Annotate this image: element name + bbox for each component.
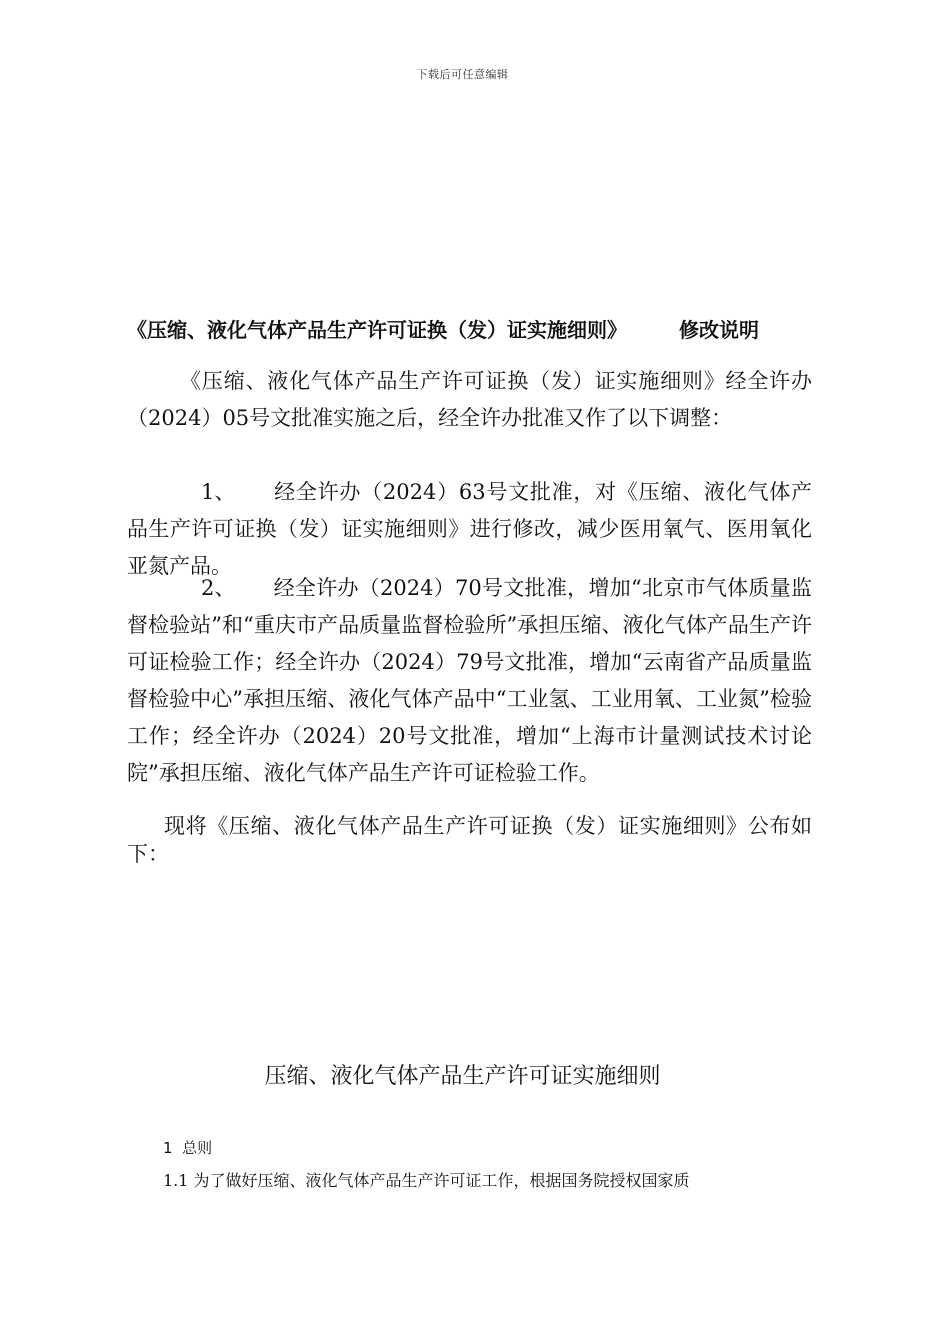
- revision-item-number: 2、: [201, 576, 236, 600]
- revision-item-1: [127, 474, 812, 585]
- section-title: 总则: [182, 1139, 213, 1157]
- revision-title-main: 《压缩、液化气体产品生产许可证换（发）证实施细则》: [127, 318, 627, 342]
- clause-paragraph: [163, 1168, 813, 1194]
- revision-item-text: 经全许办（2024）70号文批准，增加“北京市气体质量监督检验站”和“重庆市产品质量监督检验所”承担压缩、液化气体产品生产许可证检验工作；经全许办（2024）79号文批准，增加“云南省产品质量监督检验中心”承担压缩、液化气体产品中“工业氢、工业用氧、工业氮”检验工作；经全许办（2024）20号文批准，增加“上海市计量测试技术讨论院”承担压缩、液化气体产品生产许可证检验工作。: [127, 576, 812, 785]
- clause-text: 为了做好压缩、液化气体产品生产许可证工作，根据国务院授权国家质: [193, 1171, 690, 1190]
- revision-item-text: 经全许办（2024）63号文批准，对《压缩、液化气体产品生产许可证换（发）证实施细则》进行修改，减少医用氧气、医用氧化亚氮产品。: [127, 480, 812, 578]
- revision-item-2: [127, 570, 812, 792]
- revision-title-suffix: 修改说明: [679, 318, 759, 342]
- section-heading: [163, 1137, 212, 1159]
- rules-title: 压缩、液化气体产品生产许可证实施细则: [264, 1064, 661, 1089]
- revision-item-number: 1、: [201, 480, 236, 504]
- revision-intro-paragraph: 《压缩、液化气体产品生产许可证换（发）证实施细则》经全许办（2024）05号文批准实施之后，经全许办批准又作了以下调整：: [127, 369, 812, 430]
- clause-number: 1.1: [163, 1171, 189, 1190]
- revision-title: [127, 318, 812, 343]
- section-number: 1: [163, 1139, 173, 1157]
- header-note: 下载后可任意编辑: [416, 68, 509, 81]
- revision-closing-paragraph: 现将《压缩、液化气体产品生产许可证换（发）证实施细则》公布如下：: [127, 814, 812, 866]
